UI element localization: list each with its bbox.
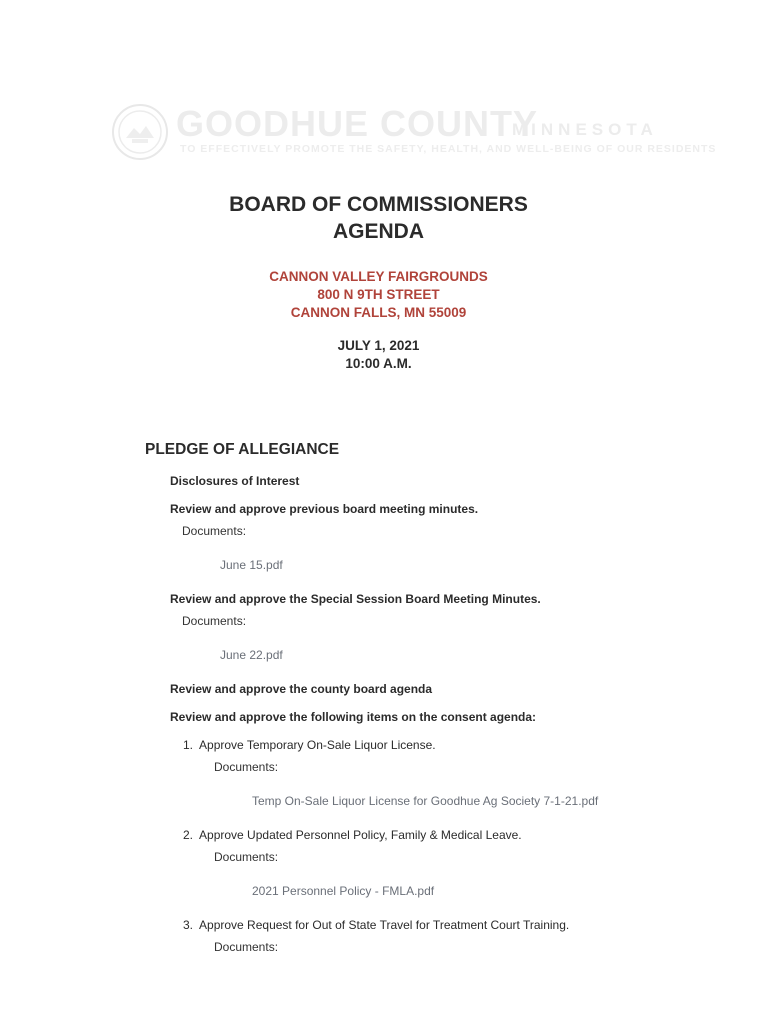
meeting-time: 10:00 A.M. [345, 356, 412, 371]
documents-label: Documents: [214, 940, 279, 954]
document-link[interactable]: Temp On-Sale Liquor License for Goodhue Ag Society 7-1-21.pdf [252, 794, 599, 808]
page-title: BOARD OF COMMISSIONERS [229, 193, 528, 216]
list-text: Approve Temporary On-Sale Liquor License. [199, 738, 436, 752]
list-number: 3. [183, 918, 194, 932]
street-address: 800 N 9TH STREET [317, 287, 440, 302]
org-tagline: TO EFFECTIVELY PROMOTE THE SAFETY, HEALTH, AND WELL-BEING OF OUR RESIDENTS [180, 143, 717, 155]
document-link[interactable]: June 15.pdf [220, 558, 283, 572]
county-seal-logo [112, 104, 168, 160]
section-title: PLEDGE OF ALLEGIANCE [145, 441, 340, 458]
org-state: MINNESOTA [512, 120, 658, 139]
page-subtitle: AGENDA [332, 220, 424, 243]
agenda-item-county-board-agenda: Review and approve the county board agenda [170, 682, 433, 696]
consent-item [183, 918, 569, 932]
documents-label: Documents: [214, 760, 279, 774]
consent-item [183, 828, 522, 842]
list-number: 2. [183, 828, 194, 842]
agenda-item-disclosures: Disclosures of Interest [170, 474, 300, 488]
documents-label: Documents: [214, 850, 279, 864]
document-link[interactable]: June 22.pdf [220, 648, 283, 662]
list-number: 1. [183, 738, 194, 752]
list-text: Approve Request for Out of State Travel for Treatment Court Training. [199, 918, 570, 932]
meeting-date: JULY 1, 2021 [337, 338, 420, 353]
city-address: CANNON FALLS, MN 55009 [290, 305, 467, 320]
document-link[interactable]: 2021 Personnel Policy - FMLA.pdf [252, 884, 435, 898]
agenda-item-special-session: Review and approve the Special Session Board Meeting Minutes. [170, 592, 541, 606]
documents-label: Documents: [182, 524, 247, 538]
agenda-item-consent: Review and approve the following items on the consent agenda: [170, 710, 537, 724]
agenda-item-minutes: Review and approve previous board meeting minutes. [170, 502, 479, 516]
org-name: GOODHUE COUNTY [176, 103, 539, 144]
venue: CANNON VALLEY FAIRGROUNDS [269, 269, 488, 284]
documents-label: Documents: [182, 614, 247, 628]
list-text: Approve Updated Personnel Policy, Family & Medical Leave. [199, 828, 522, 842]
consent-item [183, 738, 436, 752]
